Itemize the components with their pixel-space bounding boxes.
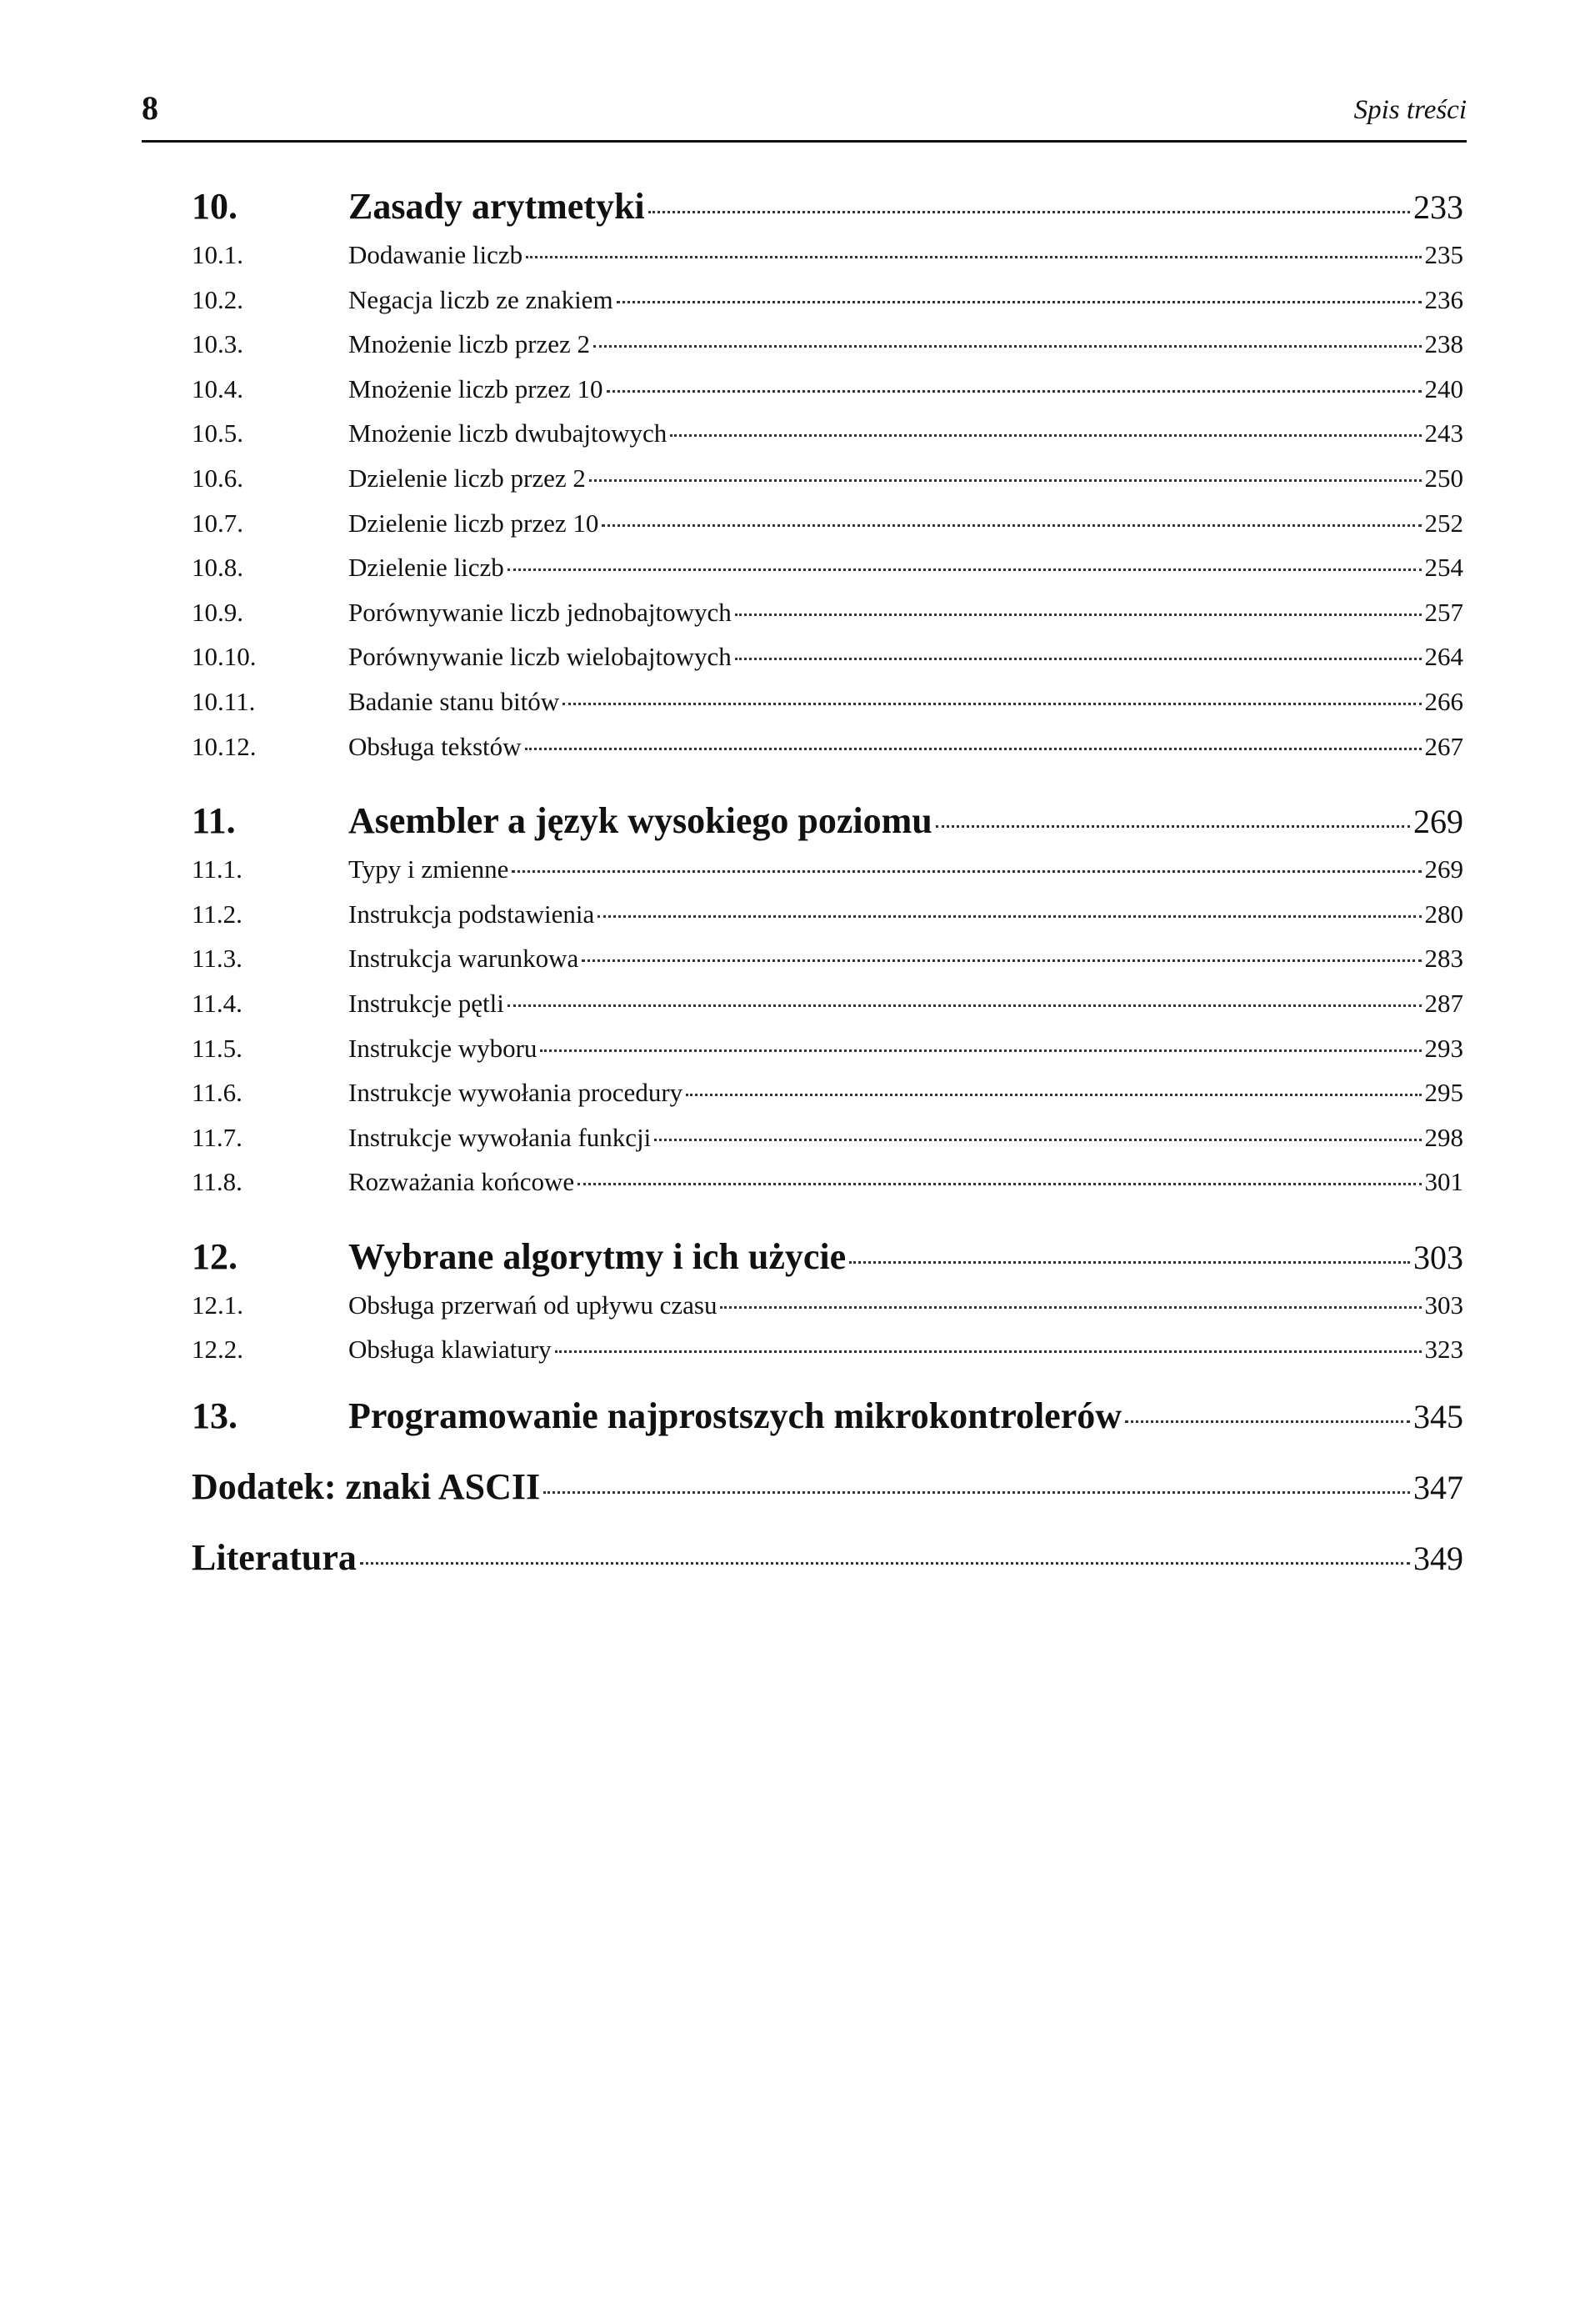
toc-chapter-12[interactable] <box>192 1235 1463 1290</box>
section-number: 10.12. <box>192 731 257 761</box>
section-title: Instrukcja podstawienia <box>348 899 595 929</box>
section-number: 10.4. <box>192 373 243 403</box>
section-number: 11.4. <box>192 988 242 1018</box>
chapter-page: 303 <box>1413 1238 1463 1276</box>
section-page: 235 <box>1424 240 1463 269</box>
appendix-title: Dodatek: znaki ASCII <box>192 1466 541 1508</box>
section-page: 250 <box>1424 463 1463 493</box>
dot-leader <box>602 524 1421 527</box>
dot-leader <box>562 703 1421 705</box>
dot-leader <box>654 1139 1421 1141</box>
section-number: 10.6. <box>192 463 243 493</box>
toc-entry-10-5[interactable] <box>192 418 1463 463</box>
toc-entry-11-5[interactable] <box>192 1034 1463 1079</box>
chapter-number: 13. <box>192 1395 238 1437</box>
chapter-page: 233 <box>1413 188 1463 226</box>
page-header <box>142 80 1467 143</box>
dot-leader <box>508 1004 1422 1007</box>
section-page: 238 <box>1424 329 1463 359</box>
dot-leader <box>508 568 1422 571</box>
section-number: 11.6. <box>192 1078 242 1108</box>
section-number: 10.1. <box>192 240 243 269</box>
section-number: 11.5. <box>192 1033 242 1063</box>
chapter-title: Wybrane algorytmy i ich użycie <box>348 1235 847 1277</box>
section-title: Obsługa tekstów <box>348 731 522 761</box>
toc-chapter-13[interactable] <box>192 1395 1463 1465</box>
toc-entry-10-6[interactable] <box>192 463 1463 508</box>
section-title: Instrukcje wywołania funkcji <box>348 1122 652 1152</box>
chapter-number: 12. <box>192 1235 238 1277</box>
table-of-contents <box>192 185 1463 1607</box>
chapter-number: 11. <box>192 800 236 842</box>
section-page: 257 <box>1424 597 1463 627</box>
section-title: Instrukcje wyboru <box>348 1033 538 1063</box>
dot-leader <box>525 748 1422 750</box>
section-title: Dzielenie liczb przez 10 <box>348 508 599 538</box>
section-title: Typy i zmienne <box>348 854 509 884</box>
toc-entry-10-3[interactable] <box>192 329 1463 374</box>
section-title: Mnożenie liczb przez 10 <box>348 373 603 403</box>
dot-leader <box>686 1094 1421 1096</box>
section-number: 12.2. <box>192 1335 243 1365</box>
toc-entry-11-7[interactable] <box>192 1123 1463 1168</box>
dot-leader <box>648 211 1410 213</box>
toc-entry-10-4[interactable] <box>192 374 1463 419</box>
dot-leader <box>578 1183 1421 1185</box>
dot-leader <box>360 1562 1410 1565</box>
section-number: 10.7. <box>192 508 243 538</box>
dot-leader <box>555 1350 1422 1353</box>
section-title: Porównywanie liczb jednobajtowych <box>348 597 732 627</box>
section-page: 303 <box>1424 1290 1463 1320</box>
section-number: 10.9. <box>192 597 243 627</box>
dot-leader <box>526 256 1421 258</box>
dot-leader <box>543 1491 1410 1494</box>
toc-entry-11-2[interactable] <box>192 899 1463 944</box>
toc-entry-11-4[interactable] <box>192 989 1463 1034</box>
section-page: 280 <box>1424 899 1463 929</box>
section-title: Dodawanie liczb <box>348 240 523 269</box>
section-number: 10.10. <box>192 642 257 672</box>
chapter-page: 345 <box>1413 1398 1463 1436</box>
toc-appendix-ascii[interactable] <box>192 1465 1463 1536</box>
section-title: Mnożenie liczb przez 2 <box>348 329 591 359</box>
section-page: 254 <box>1424 553 1463 583</box>
section-title: Rozważania końcowe <box>348 1167 575 1197</box>
dot-leader <box>512 870 1421 873</box>
bibliography-page: 349 <box>1413 1540 1463 1578</box>
toc-entry-12-2[interactable] <box>192 1335 1463 1380</box>
section-number: 11.8. <box>192 1167 242 1197</box>
chapter-title: Asembler a język wysokiego poziomu <box>348 800 932 842</box>
section-page: 295 <box>1424 1078 1463 1108</box>
toc-entry-11-1[interactable] <box>192 854 1463 899</box>
section-page: 236 <box>1424 284 1463 314</box>
section-title: Obsługa klawiatury <box>348 1335 552 1365</box>
dot-leader <box>670 434 1421 437</box>
section-title: Instrukcje pętli <box>348 988 504 1018</box>
section-number: 10.5. <box>192 418 243 448</box>
dot-leader <box>607 390 1422 393</box>
toc-entry-10-1[interactable] <box>192 240 1463 285</box>
section-number: 12.1. <box>192 1290 243 1320</box>
section-title: Instrukcje wywołania procedury <box>348 1078 683 1108</box>
dot-leader <box>849 1261 1410 1264</box>
section-page: 264 <box>1424 642 1463 672</box>
toc-entry-10-2[interactable] <box>192 285 1463 330</box>
section-number: 10.8. <box>192 553 243 583</box>
section-number: 10.2. <box>192 284 243 314</box>
dot-leader <box>735 614 1422 616</box>
toc-entry-11-6[interactable] <box>192 1078 1463 1123</box>
chapter-page: 269 <box>1413 803 1463 841</box>
dot-leader <box>720 1306 1421 1309</box>
chapter-title: Programowanie najprostszych mikrokontrolerów <box>348 1395 1122 1437</box>
section-title: Porównywanie liczb wielobajtowych <box>348 642 732 672</box>
section-number: 10.11. <box>192 686 256 716</box>
section-page: 298 <box>1424 1122 1463 1152</box>
dot-leader <box>936 825 1410 828</box>
appendix-page: 347 <box>1413 1469 1463 1507</box>
toc-entry-12-1[interactable] <box>192 1290 1463 1335</box>
toc-entry-11-3[interactable] <box>192 944 1463 989</box>
section-number: 11.3. <box>192 944 242 974</box>
section-page: 323 <box>1424 1335 1463 1365</box>
dot-leader <box>589 479 1422 482</box>
toc-entry-10-10[interactable] <box>192 642 1463 687</box>
bibliography-title: Literatura <box>192 1537 357 1579</box>
section-title: Instrukcja warunkowa <box>348 944 579 974</box>
section-page: 283 <box>1424 944 1463 974</box>
section-title: Obsługa przerwań od upływu czasu <box>348 1290 718 1320</box>
dot-leader <box>1125 1420 1410 1423</box>
section-title: Badanie stanu bitów <box>348 686 560 716</box>
dot-leader <box>540 1049 1421 1052</box>
section-number: 11.7. <box>192 1122 242 1152</box>
section-page: 266 <box>1424 686 1463 716</box>
toc-chapter-11[interactable] <box>192 799 1463 854</box>
section-title: Dzielenie liczb <box>348 553 504 583</box>
section-page: 267 <box>1424 731 1463 761</box>
section-page: 287 <box>1424 988 1463 1018</box>
section-number: 11.1. <box>192 854 242 884</box>
section-title: Dzielenie liczb przez 2 <box>348 463 586 493</box>
section-page: 269 <box>1424 854 1463 884</box>
section-page: 240 <box>1424 373 1463 403</box>
section-number: 11.2. <box>192 899 242 929</box>
chapter-number: 10. <box>192 186 238 227</box>
dot-leader <box>593 345 1421 348</box>
chapter-title: Zasady arytmetyki <box>348 186 645 227</box>
toc-entry-10-7[interactable] <box>192 508 1463 553</box>
section-number: 10.3. <box>192 329 243 359</box>
section-page: 243 <box>1424 418 1463 448</box>
toc-entry-10-8[interactable] <box>192 553 1463 598</box>
section-title: Negacja liczb ze znakiem <box>348 284 613 314</box>
dot-leader <box>598 915 1421 918</box>
toc-entry-11-8[interactable] <box>192 1167 1463 1212</box>
section-page: 252 <box>1424 508 1463 538</box>
section-page: 301 <box>1424 1167 1463 1197</box>
toc-bibliography[interactable] <box>192 1536 1463 1607</box>
section-page: 293 <box>1424 1033 1463 1063</box>
dot-leader <box>582 959 1421 962</box>
toc-entry-10-11[interactable] <box>192 687 1463 732</box>
running-title: Spis treści <box>1353 95 1467 125</box>
dot-leader <box>617 301 1422 303</box>
section-title: Mnożenie liczb dwubajtowych <box>348 418 668 448</box>
toc-entry-10-9[interactable] <box>192 598 1463 643</box>
toc-entry-10-12[interactable] <box>192 732 1463 777</box>
dot-leader <box>735 658 1422 660</box>
toc-chapter-10[interactable] <box>192 185 1463 240</box>
page-number: 8 <box>142 89 158 127</box>
